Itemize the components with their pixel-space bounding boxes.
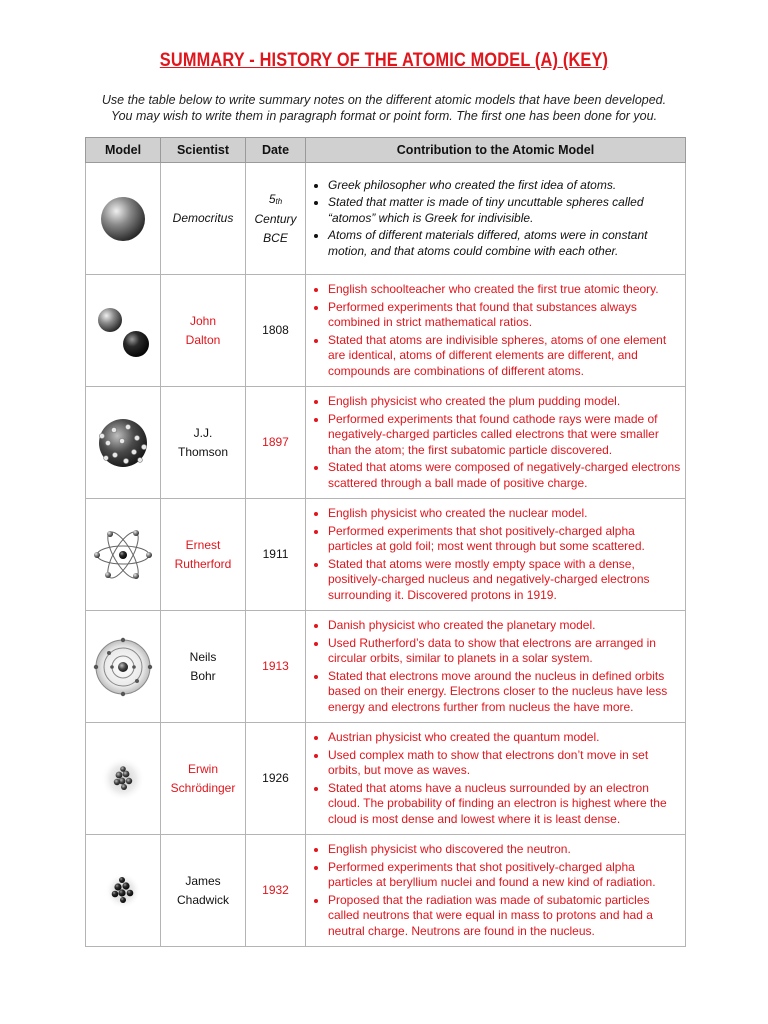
model-cell [86,723,161,835]
list-item: • Used Rutherford’s data to show that electrons are arranged in circular orbits, similar to planets in a solar system. [328,636,681,667]
header-contribution: Contribution to the Atomic Model [306,138,686,163]
date-superscript: th [275,196,283,206]
header-date: Date [246,138,306,163]
contribution-cell [306,275,686,387]
table-row [86,499,686,611]
list-item: • Greek philosopher who created the first idea of atoms. [328,178,681,194]
scientist-name: Democritus [172,211,234,225]
date-line: BCE [263,230,288,245]
scientist-cell [161,387,246,499]
solid-sphere-icon [88,184,158,254]
contribution-cell [306,611,686,723]
scientist-name: Thomson [177,444,229,459]
table-row [86,611,686,723]
date-value: 1926 [262,771,289,785]
list-item: • Stated that atoms were composed of negatively-charged electrons scattered through a ball made of positive charge. [328,460,681,491]
model-cell [86,163,161,275]
date-cell [246,387,306,499]
nuclear-atom-icon [88,520,158,590]
date-value: 1913 [262,659,289,673]
date-cell [246,723,306,835]
instructions [40,92,728,124]
list-item: • Performed experiments that shot positively-charged alpha particles at beryllium nuclei and found a new kind of radiation. [328,860,681,891]
scientist-name: J.J. [193,425,213,440]
date-line [246,190,305,210]
electron-cloud-icon [88,744,158,814]
date-cell [246,611,306,723]
contribution-cell [306,387,686,499]
model-cell [86,835,161,947]
contribution-cell [306,835,686,947]
list-item: • Stated that electrons move around the nucleus in defined orbits based on their energy. Electrons closer to the nucleus have less energy and electrons further from nucleus the have more. [328,669,681,716]
list-item: • Used complex math to show that electrons don’t move in set orbits, but move as waves. [328,748,681,779]
contribution-cell [306,499,686,611]
model-cell [86,387,161,499]
date-cell [246,835,306,947]
date-value: 1897 [262,435,289,449]
date-cell [246,275,306,387]
scientist-name: Chadwick [176,892,230,907]
list-item: • English physicist who created the plum pudding model. [328,394,681,410]
scientist-name: John [189,313,217,328]
list-item: • Performed experiments that found that substances always combined in strict mathematical ratios. [328,300,681,331]
table-row [86,275,686,387]
scientist-cell [161,499,246,611]
scientist-name: Dalton [185,332,221,347]
list-item: • Stated that atoms were mostly empty space with a dense, positively-charged nucleus and negatively-charged electrons surrounding it. Discovered protons in 1919. [328,557,681,604]
date-century-number: 5 [268,191,276,206]
header-scientist: Scientist [161,138,246,163]
list-item: • Performed experiments that found cathode rays were made of negatively-charged particles called electrons that were smaller than the atom; the first subatomic particle discovered. [328,412,681,459]
list-item: • Stated that atoms are indivisible spheres, atoms of one element are identical, atoms of different elements are different, and compounds are combinations of different atoms. [328,333,681,380]
list-item: • Stated that atoms have a nucleus surrounded by an electron cloud. The probability of finding an electron is highest where the cloud is most dense and lowest where it is least dense. [328,781,681,828]
date-value: 1932 [262,883,289,897]
instructions-line-1: Use the table below to write summary notes on the different atomic models that have been developed. [101,93,667,107]
list-item: • English schoolteacher who created the first true atomic theory. [328,282,681,298]
date-line: Century [254,211,297,226]
list-item: • Atoms of different materials differed, atoms were in constant motion, and that atoms could combine with each other. [328,228,681,259]
list-item: • Austrian physicist who created the quantum model. [328,730,681,746]
scientist-name: Ernest [185,537,221,552]
scientist-name: Rutherford [174,556,232,571]
page-title: SUMMARY - HISTORY OF THE ATOMIC MODEL (A) (KEY) [159,50,609,71]
model-cell [86,499,161,611]
neutron-nucleus-icon [88,856,158,926]
list-item: • Proposed that the radiation was made of subatomic particles called neutrons that were equal in mass to protons and had a neutral charge. Neutrons are found in the nucleus. [328,893,681,940]
atomic-model-table [85,137,686,947]
date-cell [246,163,306,275]
table-row [86,835,686,947]
scientist-cell [161,723,246,835]
model-cell [86,275,161,387]
scientist-name: Neils [189,649,217,664]
scientist-cell [161,611,246,723]
list-item: • English physicist who created the nuclear model. [328,506,681,522]
header-model: Model [86,138,161,163]
contribution-cell [306,723,686,835]
list-item: • Stated that matter is made of tiny uncuttable spheres called “atomos” which is Greek for indivisible. [328,195,681,226]
two-spheres-icon [88,296,158,366]
list-item: • Danish physicist who created the planetary model. [328,618,681,634]
planetary-atom-icon [88,632,158,702]
scientist-cell [161,275,246,387]
table-header-row [86,138,686,163]
table-row [86,163,686,275]
scientist-cell [161,163,246,275]
scientist-name: Erwin [187,761,218,776]
date-cell [246,499,306,611]
date-value: 1911 [262,547,289,561]
contribution-cell [306,163,686,275]
model-cell [86,611,161,723]
instructions-line-2: You may wish to write them in paragraph format or point form. The first one has been done for you. [110,109,658,123]
list-item: • English physicist who discovered the neutron. [328,842,681,858]
table-row [86,387,686,499]
scientist-cell [161,835,246,947]
scientist-name: Bohr [190,668,216,683]
list-item: • Performed experiments that shot positively-charged alpha particles at gold foil; most went through but some scattered. [328,524,681,555]
plum-pudding-icon [88,408,158,478]
table-row [86,723,686,835]
scientist-name: Schrödinger [170,780,236,795]
date-value: 1808 [262,323,289,337]
scientist-name: James [185,873,221,888]
